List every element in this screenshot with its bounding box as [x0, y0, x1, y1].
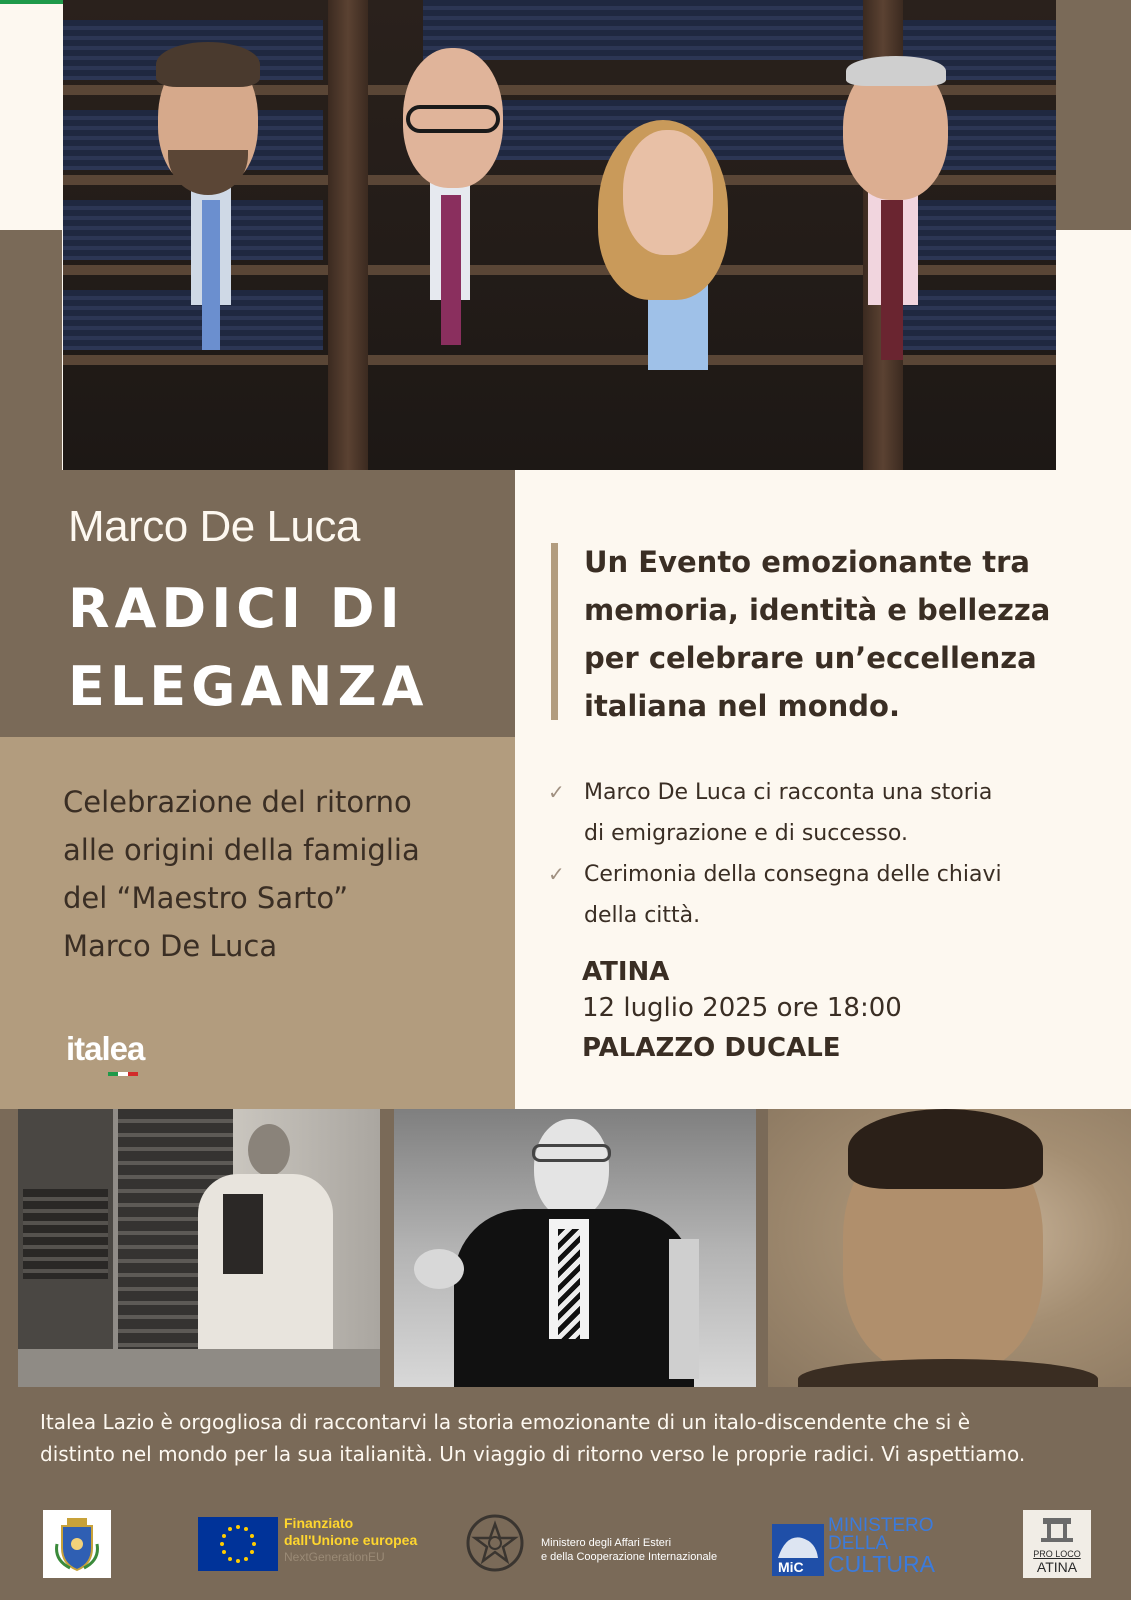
event-title: [68, 570, 428, 726]
italian-flag-icon: [108, 1072, 138, 1076]
photo-tailor-at-work: [18, 1109, 380, 1387]
list-item: [548, 772, 1068, 854]
event-headline-line-3: per celebrare un’eccellenza: [584, 641, 1037, 675]
eu-funding-line-3: NextGenerationEU: [284, 1550, 385, 1564]
list-item: [548, 854, 1068, 936]
event-date: 12 luglio 2025 ore 18:00: [582, 993, 902, 1023]
celebration-line-4: Marco De Luca: [63, 929, 278, 963]
ministero-cultura-logo: [828, 1517, 935, 1575]
decor-block-left: [0, 230, 62, 470]
speaker-name: Marco De Luca: [68, 502, 360, 551]
mae-line-1: Ministero degli Affari Esteri: [541, 1537, 672, 1549]
highlights-list: [548, 772, 1068, 936]
check-icon: ✓: [548, 862, 565, 886]
bullet-2-line-1: Cerimonia della consegna delle chiavi: [584, 862, 1002, 887]
eu-funding-line-1: Finanziato: [284, 1515, 354, 1531]
mic-badge-text: MiC: [778, 1559, 804, 1575]
event-location: ATINA: [582, 957, 670, 987]
photo-young-maestro-portrait: [768, 1109, 1131, 1387]
event-headline-line-1: Un Evento emozionante tra: [584, 545, 1030, 579]
italea-logo: italea: [66, 1030, 145, 1067]
eu-funding-logo: [284, 1515, 417, 1566]
bullet-1-line-1: Marco De Luca ci racconta una storia: [584, 780, 993, 805]
proloco-line-1: PRO LOCO: [1033, 1549, 1081, 1559]
accent-bar: [551, 543, 558, 720]
bullet-2-line-2: della città.: [584, 903, 701, 928]
event-headline: [584, 538, 1064, 730]
atina-coat-of-arms-logo: [43, 1510, 111, 1578]
check-icon: ✓: [548, 780, 565, 804]
closing-caption: [40, 1406, 1100, 1470]
mic-line-3: CULTURA: [828, 1551, 935, 1577]
photo-maestro-seated: [394, 1109, 756, 1387]
event-title-line-1: RADICI DI: [68, 577, 405, 640]
caption-line-2: distinto nel mondo per la sua italianità. Un viaggio di ritorno verso le proprie radici. Vi aspettiamo.: [40, 1442, 1026, 1466]
pro-loco-atina-logo: [1023, 1510, 1091, 1578]
mic-line-1: MINISTERO: [828, 1515, 934, 1536]
italian-republic-emblem-icon: [465, 1510, 525, 1576]
celebration-line-1: Celebrazione del ritorno: [63, 785, 412, 819]
decor-block-top-right: [1056, 0, 1131, 230]
celebration-line-2: alle origini della famiglia: [63, 833, 420, 867]
celebration-text: [63, 778, 503, 970]
proloco-line-2: ATINA: [1036, 1559, 1078, 1575]
eu-funding-line-2: dall'Unione europea: [284, 1532, 418, 1548]
bullet-1-line-2: di emigrazione e di successo.: [584, 821, 908, 846]
event-title-line-2: ELEGANZA: [68, 655, 429, 718]
eu-flag-icon: [198, 1517, 278, 1571]
hero-group-photo: [63, 0, 1056, 470]
mae-line-2: e della Cooperazione Internazionale: [541, 1551, 718, 1563]
event-headline-line-4: italiana nel mondo.: [584, 689, 900, 723]
caption-line-1: Italea Lazio è orgogliosa di raccontarvi la storia emozionante di un italo-discendente che si è: [40, 1410, 970, 1434]
mic-logo-icon: [772, 1524, 824, 1576]
mic-line-2: DELLA: [828, 1533, 889, 1554]
celebration-line-3: del “Maestro Sarto”: [63, 881, 349, 915]
event-venue: PALAZZO DUCALE: [582, 1033, 841, 1063]
mae-logo: [541, 1536, 717, 1564]
event-headline-line-2: memoria, identità e bellezza: [584, 593, 1051, 627]
